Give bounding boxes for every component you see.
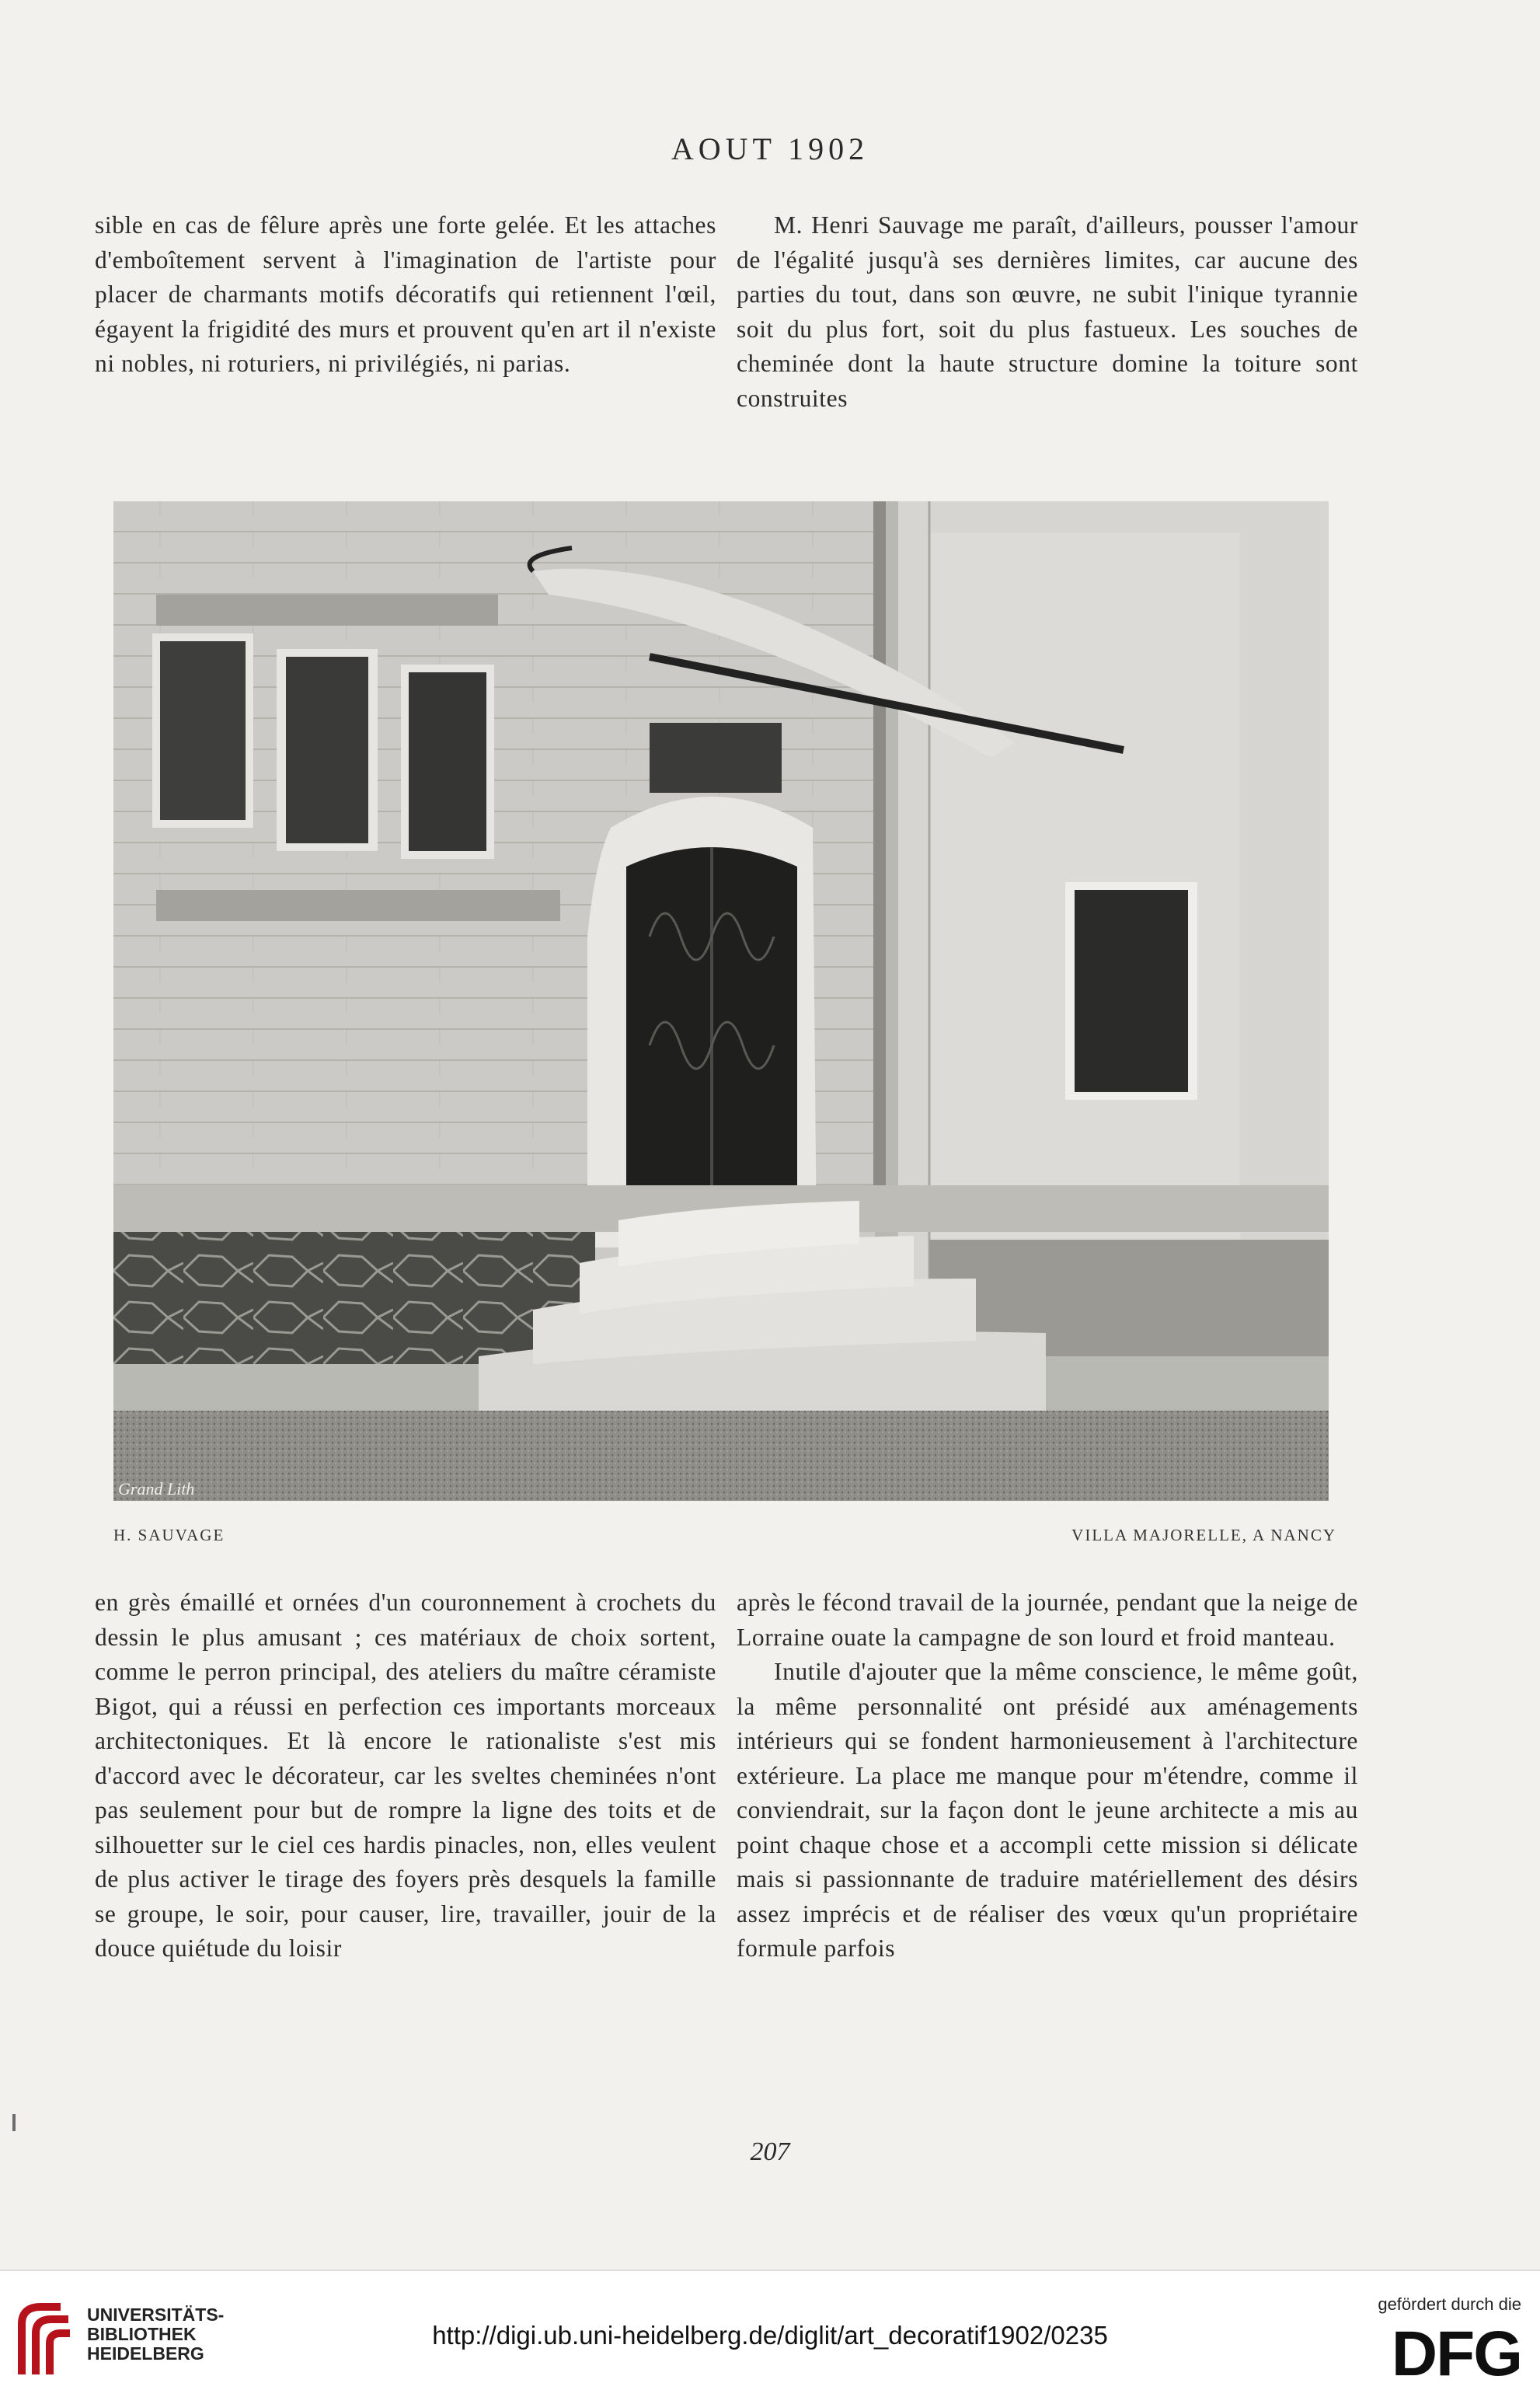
- photo-signature: Grand Lith: [118, 1479, 195, 1499]
- bottom-left-column: [95, 1586, 716, 1966]
- digitization-footer: [0, 2270, 1540, 2397]
- library-name-line-3: HEIDELBERG: [87, 2343, 204, 2364]
- bottom-left-paragraph: en grès émaillé et ornées d'un couronnement à crochets du dessin le plus amusant ; ces matériaux de choix sortent, comme le perron principal, des ateliers du maître céramiste Bigot, qui a réussi en perfection ces importants morceaux architectoniques. Et là encore le rationaliste s'est mis d'accord avec le décorateur, car les sveltes cheminées n'ont pas seulement pour but de rompre la ligne des toits et de silhouetter sur le ciel ces hardis pinacles, non, elles veulent de plus activer le tirage des foyers près desquels la famille se groupe, le soir, pour causer, lire, travailler, jouir de la douce quiétude du loisir: [95, 1589, 716, 1962]
- gravel-ground: [113, 1411, 1329, 1501]
- window-2: [286, 657, 368, 843]
- villa-majorelle-photo: [113, 501, 1329, 1501]
- top-left-column: [95, 208, 716, 382]
- caption-architect: H. SAUVAGE: [113, 1526, 225, 1544]
- frieze-top: [156, 595, 498, 626]
- bottom-right-column: [737, 1586, 1358, 1966]
- bottom-right-paragraph-2: Inutile d'ajouter que la même conscience, le même goût, la même personnalité ont présidé aux aménagements intérieurs qui se fondent harmonieusement à l'architecture extérieure. La place me manque pour m'étendre, comme il conviendrait, sur la façon dont le jeune architecte a mis au point chaque chose et a accompli cette mission si délicate mais si passionnante de traduire matériellement des désirs assez imprécis et de réaliser des vœux qu'un propriétaire formule parfois: [737, 1658, 1358, 1962]
- source-url-link[interactable]: http://digi.ub.uni-heidelberg.de/diglit/art_decoratif1902/0235: [432, 2321, 1108, 2350]
- funded-by-label: gefördert durch die: [1378, 2294, 1521, 2314]
- window-1: [160, 641, 246, 820]
- library-name-line-2: BIBLIOTHEK: [87, 2324, 197, 2344]
- library-name-line-1: UNIVERSITÄTS-: [87, 2305, 225, 2325]
- top-left-paragraph: sible en cas de fêlure après une forte gelée. Et les attaches d'emboîtement servent à l'imagination de l'artiste pour placer de charmants motifs décoratifs qui retiennent l'œil, égayent la frigidité des murs et prouvent qu'en art il n'existe ni nobles, ni roturiers, ni privilégiés, ni parias.: [95, 211, 716, 377]
- caption-title: VILLA MAJORELLE, A NANCY: [1071, 1526, 1336, 1544]
- drainpipe: [873, 501, 886, 1201]
- top-right-column: [737, 208, 1358, 416]
- page-number: 207: [750, 2137, 790, 2166]
- window-3: [409, 672, 486, 851]
- margin-mark: [12, 2114, 16, 2131]
- dfg-logo: DFG: [1391, 2318, 1521, 2389]
- top-right-paragraph: M. Henri Sauvage me paraît, d'ailleurs, pousser l'amour de l'égalité jusqu'à ses dernières limites, car aucune des parties du tout, dans son œuvre, ne subit l'inique tyrannie soit du plus fort, soit du plus fastueux. Les souches de cheminée dont la haute structure domine la toiture sont construites: [737, 211, 1358, 412]
- stone-foundation: [113, 1232, 595, 1364]
- bottom-right-paragraph-1: après le fécond travail de la journée, pendant que la neige de Lorraine ouate la campagne de son lourd et froid manteau.: [737, 1589, 1358, 1651]
- running-head: AOUT 1902: [671, 131, 869, 166]
- right-window: [1075, 890, 1188, 1092]
- frieze-bottom: [156, 890, 560, 921]
